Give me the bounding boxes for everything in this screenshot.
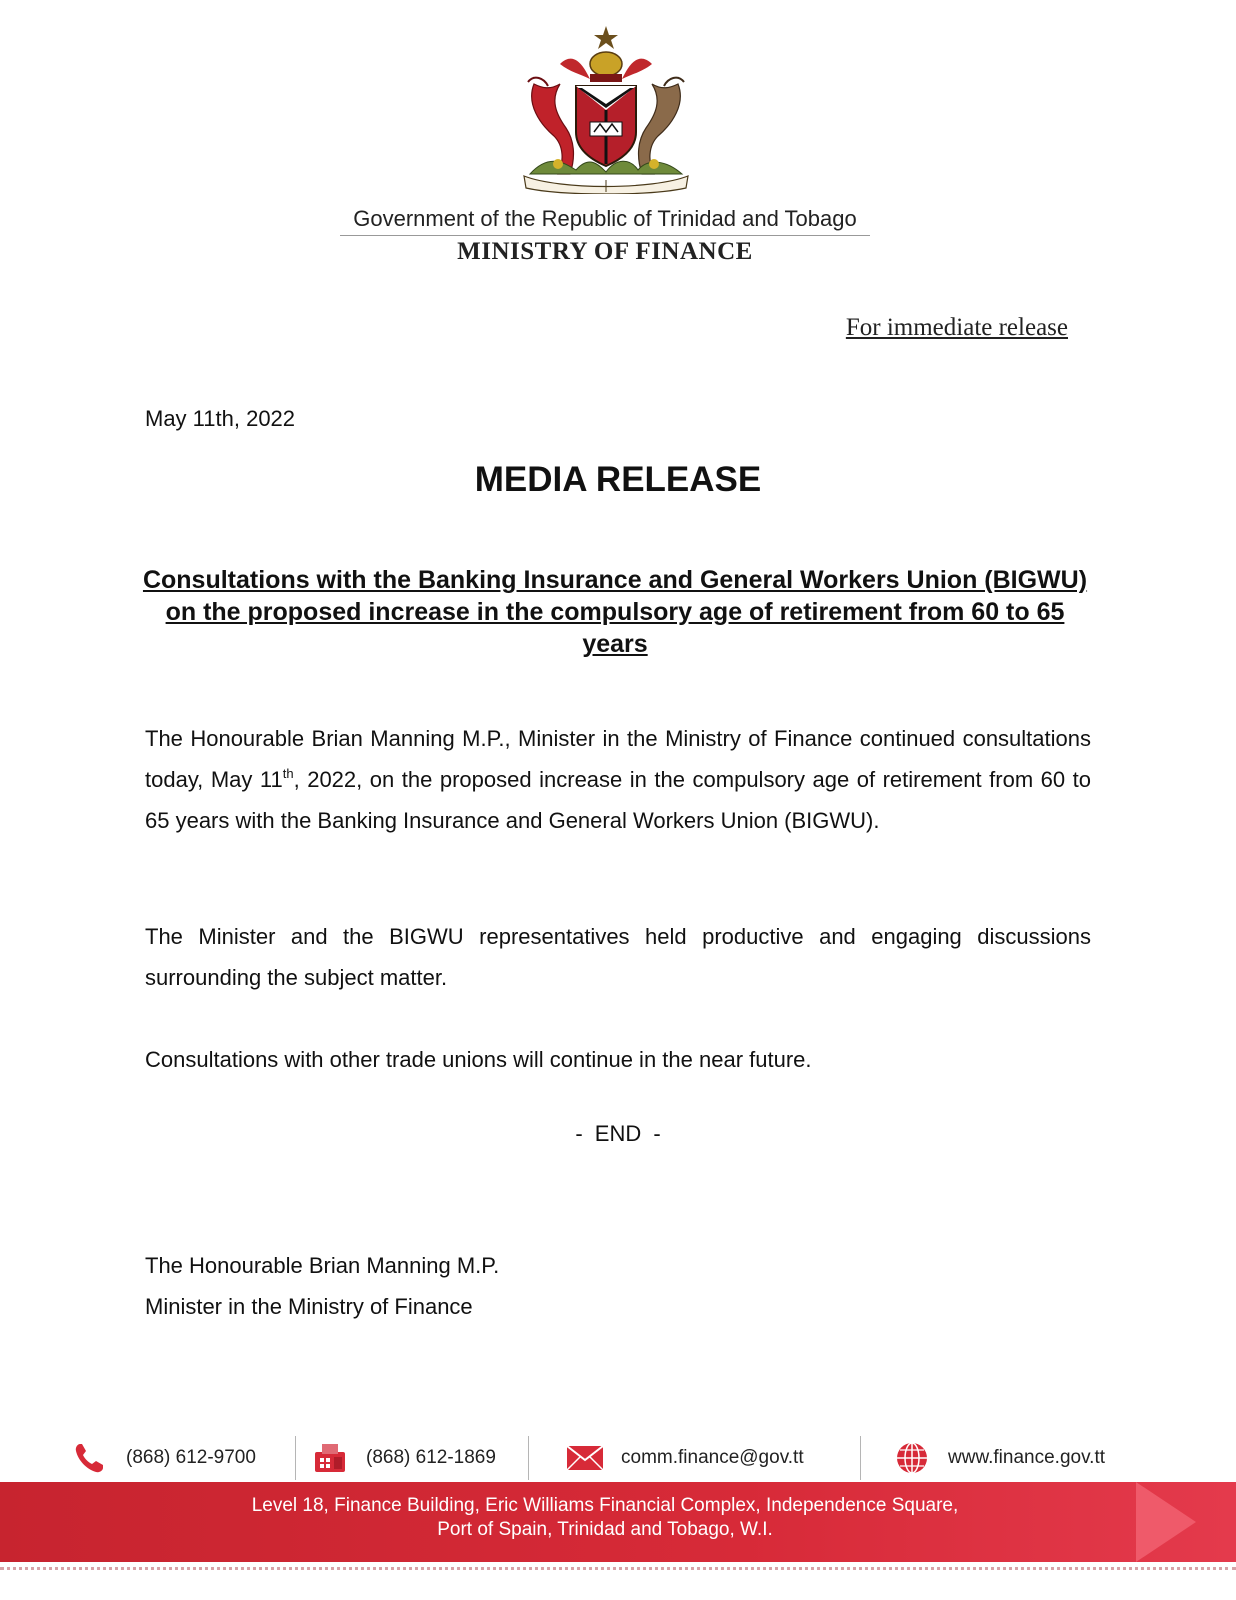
- footer-address: [160, 1494, 1050, 1542]
- body-paragraph-2: The Minister and the BIGWU representatives held productive and engaging discussions surrounding the subject matter.: [145, 924, 1091, 990]
- fax-icon: [310, 1438, 350, 1478]
- phone-number: (868) 612-9700: [126, 1447, 256, 1468]
- p1-text-end: , 2022, on the proposed increase in the compulsory age of retirement from 60 to 65 years with the Banking Insurance and General Workers Union (BIGWU).: [145, 767, 1092, 833]
- footer-arrow-decoration: [1136, 1482, 1196, 1562]
- globe-icon: [892, 1438, 932, 1478]
- body-paragraph-1: [145, 718, 1091, 841]
- end-marker: - END -: [575, 1121, 661, 1146]
- footer-email[interactable]: [565, 1434, 804, 1482]
- address-line-2: Port of Spain, Trinidad and Tobago, W.I.: [437, 1519, 773, 1540]
- email-icon: [565, 1438, 605, 1478]
- signatory-name: The Honourable Brian Manning M.P.: [145, 1253, 500, 1278]
- footer-phone: [70, 1434, 256, 1482]
- ministry-name: MINISTRY OF FINANCE: [457, 238, 753, 265]
- p1-superscript: th: [282, 766, 294, 781]
- release-note: For immediate release: [845, 314, 1068, 341]
- fax-number: (868) 612-1869: [366, 1447, 496, 1468]
- email-address[interactable]: comm.finance@gov.tt: [621, 1447, 804, 1468]
- footer-fax: [310, 1434, 496, 1482]
- government-name: Government of the Republic of Trinidad and Tobago: [340, 206, 870, 236]
- p1-text-start: The Honourable Brian Manning M.P., Minister in the Ministry of Finance continued consultations today, May 11: [145, 726, 1091, 792]
- footer-dotted-line: [0, 1567, 1236, 1570]
- body-paragraph-3: Consultations with other trade unions will continue in the near future.: [145, 1047, 812, 1072]
- footer-divider: [860, 1436, 861, 1480]
- phone-icon: [70, 1438, 110, 1478]
- footer-website[interactable]: [892, 1434, 1105, 1482]
- document-title: MEDIA RELEASE: [474, 460, 762, 499]
- website-url[interactable]: www.finance.gov.tt: [948, 1447, 1106, 1468]
- footer-divider: [295, 1436, 296, 1480]
- address-line-1: Level 18, Finance Building, Eric Williams Financial Complex, Independence Square,: [251, 1495, 959, 1516]
- signatory-title: Minister in the Ministry of Finance: [145, 1294, 473, 1319]
- footer-divider: [528, 1436, 529, 1480]
- coat-of-arms-logo: [520, 24, 692, 194]
- headline: Consultations with the Banking Insurance and General Workers Union (BIGWU) on the proposed increase in the compulsory age of retirement from 60 to 65 years: [142, 566, 1088, 658]
- release-date: May 11th, 2022: [145, 406, 296, 431]
